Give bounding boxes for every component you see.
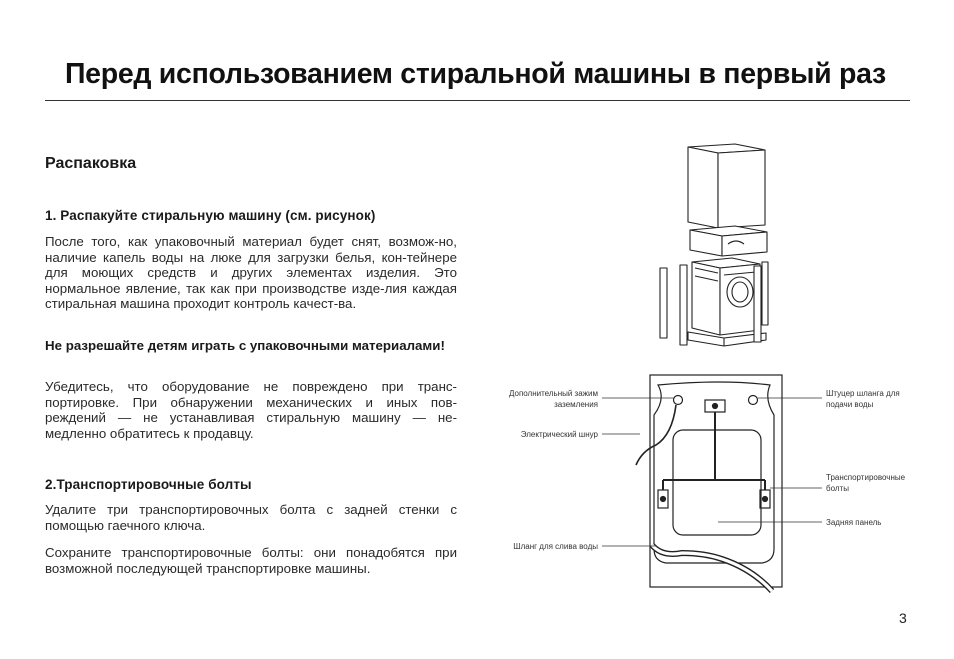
- damage-check-paragraph: Убедитесь, что оборудование не повреждено при транс-портировке. При обнаружении механических и иных пов-реждений — не устанавливая стиральную машину — не-медленно обратитесь к продавцу.: [45, 379, 457, 441]
- label-power-cord: Электрический шнур: [520, 430, 598, 439]
- ground-clamp-symbol: [674, 396, 683, 405]
- page-title: Перед использованием стиральной машины в первый раз: [65, 58, 886, 90]
- step1-heading: 1. Распакуйте стиральную машину (см. рисунок): [45, 208, 376, 223]
- back-panel-diagram: [636, 375, 782, 591]
- washing-machine-illustration: [692, 258, 760, 335]
- packing-top-box-illustration: [688, 144, 765, 228]
- bolts-paragraph-2: Сохраните транспортировочные болты: они понадобятся при возможной последующей транспортировке машины.: [45, 545, 457, 576]
- foam-top-illustration: [690, 226, 767, 256]
- section-heading-bolts: 2.Транспортировочные болты: [45, 477, 252, 492]
- power-cord-drawing: [636, 405, 676, 465]
- leader-lines: [602, 398, 822, 546]
- bolts-paragraph-1: Удалите три транспортировочных болта с задней стенки с помощью гаечного ключа.: [45, 502, 457, 533]
- back-panel-cover: [673, 430, 761, 535]
- children-warning: Не разрешайте детям играть с упаковочными материалами!: [45, 338, 445, 353]
- label-ground-clamp-1: Дополнительный зажим: [508, 389, 598, 398]
- drain-hose-drawing: [652, 545, 772, 591]
- label-ground-clamp-2: заземления: [554, 400, 598, 409]
- label-water-inlet-2: подачи воды: [826, 400, 874, 409]
- step1-paragraph: После того, как упаковочный материал будет снят, возмож-но, наличие капель воды на люке для загрузки белья, кон-тейнере для моющих средств и других элементах изделия. Это нормальное явление, так как при производстве изде-лия каждая стиральная машина проходит контроль качест-ва.: [45, 234, 457, 312]
- unpacking-exploded-illustration: [660, 144, 768, 346]
- label-back-panel: Задняя панель: [826, 518, 882, 527]
- label-drain-hose: Шланг для слива воды: [513, 542, 598, 551]
- section-heading-unpacking: Распаковка: [45, 155, 137, 172]
- label-water-inlet-1: Штуцер шланга для: [826, 389, 900, 398]
- water-inlet-symbol: [749, 396, 758, 405]
- label-transport-bolts-2: болты: [826, 484, 849, 493]
- label-transport-bolts-1: Транспортировочные: [826, 473, 906, 482]
- page-number: 3: [899, 610, 907, 626]
